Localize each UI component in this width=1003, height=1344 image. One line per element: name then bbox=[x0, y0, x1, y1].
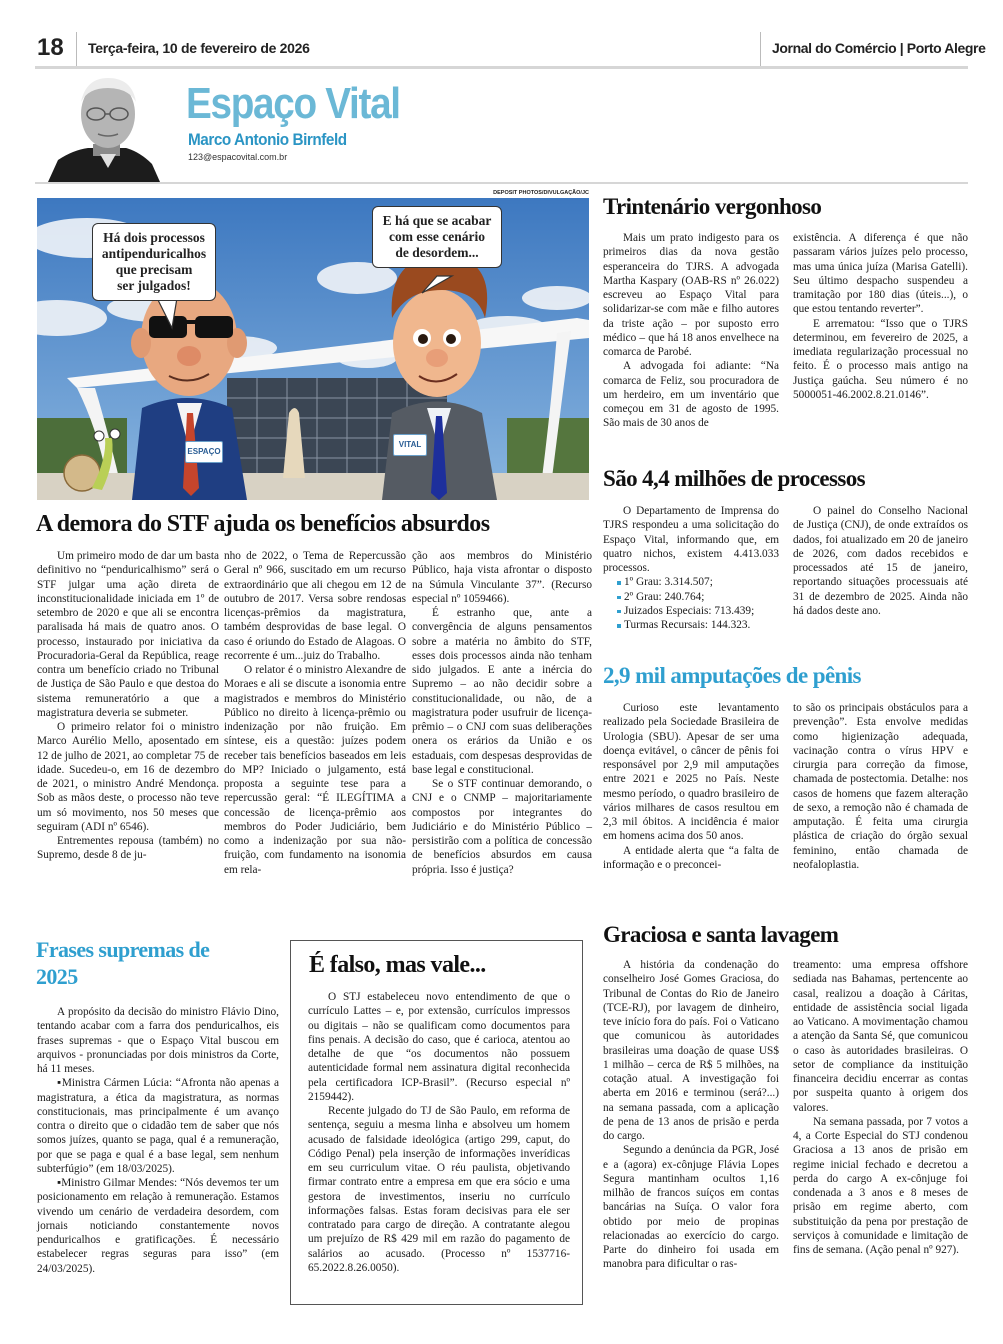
quote-paragraph: ▪Ministro Gilmar Mendes: “Nós devemos ter um posicionamento em relação à remuneração. Estamos vivendo um cenário de verdadeira desordem, com jornais noticiando constantemente novos penduricalhos e gratificações. É necessário estabelecer regras seguras para isso” (em 24/03/2025). bbox=[37, 1177, 279, 1275]
publication-name: Jornal do Comércio | Porto Alegre bbox=[772, 40, 986, 56]
paragraph: treamento: uma empresa offshore sediada nas Bahamas, pertencente ao casal, realizou a doação à Cáritas, entidade de assistência social ligada ao Vaticano. A movimentação chamou a atenção da Santa Sé, que comunicou o caso às autoridades brasileiras. O setor de compliance da instituição financeira decidiu encerrar as contas por suspeita quanto à origem dos valores. bbox=[793, 959, 968, 1114]
bubble-line: que precisam bbox=[115, 262, 193, 277]
process-counts-list bbox=[603, 575, 779, 632]
falso-headline: É falso, mas vale... bbox=[309, 952, 486, 978]
graciosa-headline: Graciosa e santa lavagem bbox=[603, 922, 839, 947]
main-headline: A demora do STF ajuda os benefícios absurdos bbox=[36, 511, 490, 537]
paragraph: Se o STF continuar demorando, o CNJ e o CNMP – majoritariamente compostos por integrantes do Judiciário e do Ministério Público – persistirão com a política de concessão de benefícios absurdos em causa própria. Isso é justiça? bbox=[412, 778, 592, 876]
name-badge-espaco: ESPAÇO bbox=[185, 441, 223, 463]
photo-credit: DEPOSIT PHOTOS/DIVULGAÇÃO/JC bbox=[493, 190, 589, 196]
paragraph: O painel do Conselho Nacional de Justiça (CNJ), de onde extraídos os dados, foi atualizado em 20 de janeiro de 2026, com dados recebidos e processados até 15 de janeiro, reportando situações processuais até 31 de dezembro de 2025. Ainda não há dados deste ano. bbox=[793, 505, 968, 617]
bubble-line: ser julgados! bbox=[117, 278, 191, 293]
paragraph: O relator é o ministro Alexandre de Moraes e ali se discute a isonomia entre magistrados e membros do Ministério Público no direito à licença-prêmio ou indenização por não fruição. Em síntese, eis a questão: juízes podem receber tais benefícios baseados em leis do MP? Iniciado o julgamento, está proposta a seguinte tese para a repercussão geral: “É ILEGÍTIMA a concessão de licença-prêmio aos membros do Poder Judiciário, bem como a indenização por sua não-fruição, com fundamento na isonomia em rela- bbox=[224, 664, 406, 876]
falso-body bbox=[308, 990, 570, 1275]
header-divider bbox=[760, 32, 761, 66]
paragraph: Segundo a denúncia da PGR, José e a (agora) ex-cônjuge Flávia Lopes Segura mantinham ocultos 1,16 milhão de francos suíços em contas bancárias na Suíça. O valor fora obtido por meio de propinas relacionadas ao exercício do cargo. Parte do dinheiro foi usada em manobra para dificultar o ras- bbox=[603, 1144, 779, 1271]
main-article-col2 bbox=[224, 549, 406, 877]
bubble-line: E há que se acabar bbox=[382, 213, 492, 228]
trintenario-headline: Trintenário vergonhoso bbox=[603, 194, 822, 219]
paragraph: existência. A diferença é que não passaram vários juízes pelo processo, mas uma única juíza (Marisa Gatelli). Seu último despacho suspendeu a tramitação por 180 dias (úteis...), o que estou tentando reverter”. bbox=[793, 232, 968, 316]
author-portrait bbox=[48, 72, 166, 182]
milhoes-headline: São 4,4 milhões de processos bbox=[603, 466, 865, 491]
frases-body bbox=[37, 1005, 279, 1276]
paragraph: E arrematou: “Isso que o TJRS determinou, em fevereiro de 2025, a imediata regularização processual no feito. É o processo mais antigo na Justiça gaúcha. Seu número é no 5000051-46.2002.8.21.0146”. bbox=[793, 317, 968, 401]
main-article-col3 bbox=[412, 549, 592, 877]
edition-date: Terça-feira, 10 de fevereiro de 2026 bbox=[88, 40, 310, 56]
trintenario-col1 bbox=[603, 231, 779, 431]
graciosa-col1 bbox=[603, 958, 779, 1272]
paragraph: A advogada foi adiante: “Na comarca de Feliz, sou procuradora de um herdeiro, em um inventário que começou em 31 de agosto de 1995. São mais de 30 anos de bbox=[603, 360, 779, 430]
bubble-line: com esse cenário bbox=[389, 229, 485, 244]
bubble-line: antipenduricalhos bbox=[101, 246, 207, 261]
paragraph: Recente julgado do TJ de São Paulo, em reforma de sentença, seguiu a mesma linha e absolveu um homem acusado de falsidade ideológica (artigo 299, caput, do Código Penal) pela inserção de informações inverídicas em seu curriculum vitae. O réu paulista, objetivando firmar contrato entre a empresa em que era sócio e uma gestora de investimentos, inseriu no currículo informações falsas. Estas foram decisivas para ele ser contratado para cargo de direção. A contratante alegou um prejuízo de R$ 429 mil em razão do pagamento de salários ao acusado. (Processo nº 1537716-65.2022.8.26.0050). bbox=[308, 1105, 570, 1274]
main-article-col1 bbox=[37, 549, 219, 863]
speech-bubble-left bbox=[92, 223, 216, 301]
paragraph: Mais um prato indigesto para os primeiros dias da nova gestão esperanceira do TJRS. A advogada Martha Kaspary (OAB-RS nº 26.022) escreveu ao Espaço Vital para solidarizar-se com mãe e filho autores da triste ação – por suposto erro médico – que há 18 anos envelhece na comarca de Parobé. bbox=[603, 232, 779, 358]
list-item: 1º Grau: 3.314.507; bbox=[617, 575, 779, 589]
cartoon-illustration bbox=[37, 198, 589, 500]
paragraph: O primeiro relator foi o ministro Marco Aurélio Mello, aposentado em 12 de julho de 2021, ao completar 75 de idade. Sucedeu-o, em 16 de dezembro de 2021, o ministro André Mendonça. Sob as mãos deste, o processo não teve um só movimento, nos 50 meses que seguiram (ADI nº 6546). bbox=[37, 721, 219, 833]
paragraph: Curioso este levantamento realizado pela Sociedade Brasileira de Urologia (SBU). Apesar de ser uma doença evitável, o câncer de pênis foi responsável por 2,9 mil amputações entre 2021 e 2025 no País. Neste mesmo período, o quadro brasileiro de vários milhares de casos resultou em 2,3 mil óbitos. A incidência é maior em homens acima dos 50 anos. bbox=[603, 702, 779, 843]
paragraph: É estranho que, ante a convergência de alguns pensamentos sobre a matéria no âmbito do STF, esses dois processos ainda não tenham sido julgados. E ante a inércia do Supremo – ao não decidir sobre a constitucionalidade, ou não, de a magistratura poder usufruir de licença-prêmio – o CNJ com suas deliberações onera os erários da União e os estaduais, com despesas desprovidas de base legal e constitucional. bbox=[412, 607, 592, 776]
paragraph: O STJ estabeleceu novo entendimento de que o currículo Lattes – e, por extensão, currículos impressos ou digitais – não se qualificam como documentos para fins penais. A decisão do caso, que é carioca, atentou ao detalhe de que “os documentos não possuem autenticidade formal nem assinatura digital reconhecida pela certificadora ICP-Brasil”. (Recurso especial nº 2159442). bbox=[308, 991, 570, 1103]
list-item: Juizados Especiais: 713.439; bbox=[617, 604, 779, 618]
paragraph: ção aos membros do Ministério Público, haja vista afrontar o disposto na Súmula Vinculante 37”. (Recurso especial nº 1059466). bbox=[412, 550, 592, 605]
paragraph: Entrementes repousa (também) no Supremo, desde 8 de ju- bbox=[37, 835, 219, 862]
column-author: Marco Antonio Birnfeld bbox=[188, 130, 347, 149]
header-divider bbox=[76, 32, 77, 66]
name-badge-vital: VITAL bbox=[393, 434, 427, 456]
column-title: Espaço Vital bbox=[186, 79, 400, 128]
bubble-line: de desordem... bbox=[395, 245, 479, 260]
masthead-rule bbox=[35, 182, 968, 184]
paragraph: O Departamento de Imprensa do TJRS respondeu a uma solicitação do Espaço Vital, informando que, em quatro nichos, existem 4.413.033 processos. bbox=[603, 505, 779, 574]
paragraph: nho de 2022, o Tema de Repercussão Geral nº 966, suscitado em um recurso extraordinário que ali chegou em 12 de outubro de 2017. Versa sobre rendosas licenças-prêmios da magistratura, também desprovidas de base legal. O caso é oriundo do Estado de Alagoas. O recorrente é um...juiz do Trabalho. bbox=[224, 550, 406, 662]
page-number: 18 bbox=[37, 34, 64, 61]
list-item: Turmas Recursais: 144.323. bbox=[617, 618, 779, 632]
list-item: 2º Grau: 240.764; bbox=[617, 590, 779, 604]
bubble-line: Há dois processos bbox=[103, 230, 205, 245]
milhoes-col2 bbox=[793, 504, 968, 618]
paragraph: A propósito da decisão do ministro Flávio Dino, tentando acabar com a farra dos penduricalhos, eis frases supremas - que o Espaço Vital buscou em arquivos - pronunciadas por dois ministros da Corte, há 11 meses. bbox=[37, 1006, 279, 1075]
paragraph: A entidade alerta que “a falta de informação e o preconcei- bbox=[603, 844, 779, 871]
amputacoes-col2 bbox=[793, 701, 968, 872]
amputacoes-col1 bbox=[603, 701, 779, 872]
milhoes-col1 bbox=[603, 504, 779, 632]
frases-headline: Frases supremas de 2025 bbox=[36, 937, 210, 989]
paragraph: A história da condenação do conselheiro José Gomes Graciosa, do Tribunal de Contas do Rio de Janeiro (TCE-RJ), por lavagem de dinheiro, teve início fora do país. Foi o Vaticano que comunicou às autoridades brasileiras uma doação de quase US$ 1 milhão – cerca de R$ 5 milhões, na cotação atual. A investigação foi aberta em 2016 e terminou (será?...) na semana passada, com a aplicação de pena de 13 anos de prisão e perda do cargo. bbox=[603, 959, 779, 1142]
header-rule bbox=[35, 66, 968, 69]
author-email[interactable]: 123@espacovital.com.br bbox=[188, 152, 288, 162]
speech-bubble-right bbox=[372, 206, 502, 268]
quote-paragraph: ▪Ministra Cármen Lúcia: “Afronta não apenas a magistratura, a ética da magistratura, as normas constitucionais, mas principalmente é um avanço contra o direito que o cidadão tem de saber que nós somos juízes, quanto se paga, qual é a remuneração, por que se paga e qual é a base legal, sem nenhum subterfúgio” (em 18/03/2025). bbox=[37, 1077, 279, 1175]
graciosa-col2 bbox=[793, 958, 968, 1257]
paragraph: Um primeiro modo de dar um basta definitivo no “penduricalhismo” será o STF julgar uma ação direta de inconstitucionalidade iniciada em 1º de setembro de 2020 e que ali se encontra paralisada há mais de quatro anos. O processo, instaurado por iniciativa da Procuradoria-Geral da República, reage contra um benefício criado no Tribunal de Justiça de São Paulo e que destoa do sistema remuneratório a que a magistratura deveria se submeter. bbox=[37, 550, 219, 719]
paragraph: to são os principais obstáculos para a prevenção”. Esta envolve medidas como higienização adequada, vacinação contra o vírus HPV e cirurgia para correção da fimose, chamada de postectomia. Detalhe: nos casos de homens que fazem alteração de sexo, a remoção não é chamada de amputação. É feita uma cirurgia plástica de criação do órgão sexual feminino, então chamada de neofaloplastia. bbox=[793, 702, 968, 871]
trintenario-col2 bbox=[793, 231, 968, 402]
paragraph: Na semana passada, por 7 votos a 4, a Corte Especial do STJ condenou Graciosa a 13 anos de prisão em regime inicial fechado e decretou a perda do cargo A ex-cônjuge foi condenada a 3 anos e 8 meses de prisão em regime aberto, com substituição da pena por prestação de serviços à comunidade e limitação de fins de semana. (Ação penal nº 927). bbox=[793, 1115, 968, 1256]
amputacoes-headline: 2,9 mil amputações de pênis bbox=[603, 663, 861, 688]
